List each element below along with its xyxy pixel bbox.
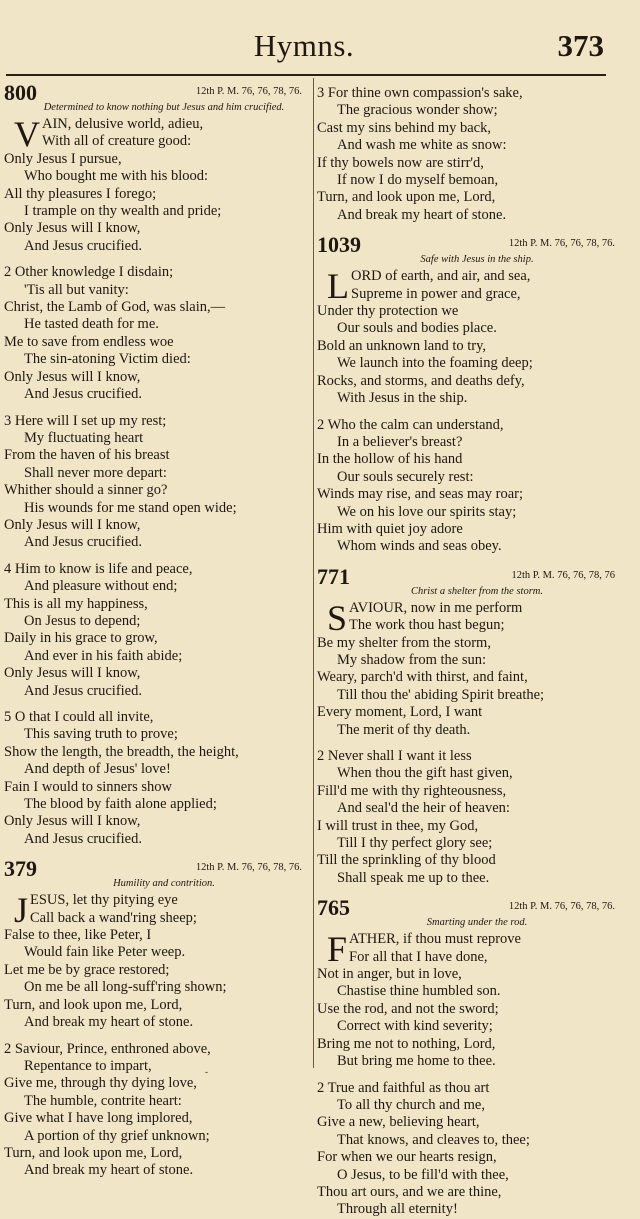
verse-line: If thy bowels now are stirr'd, <box>317 154 484 171</box>
hymn-meter: 12th P. M. 76, 76, 78, 76. <box>508 238 615 250</box>
hymn-number: 379 <box>4 856 37 882</box>
verse-line: And depth of Jesus' love! <box>24 761 171 778</box>
hymn-meter: 12th P. M. 76, 76, 78, 76. <box>195 862 302 874</box>
verse-line: If now I do myself bemoan, <box>337 172 499 189</box>
hymn-number: 1039 <box>317 232 361 258</box>
stanza <box>4 1041 304 1180</box>
verse-line: And Jesus crucified. <box>24 682 142 699</box>
verse-line: A portion of thy grief unknown; <box>24 1127 210 1144</box>
verse-line: Fill'd me with thy righteousness, <box>317 782 507 799</box>
verse-line: We on his love our spirits stay; <box>337 503 517 520</box>
verse-line: Call back a wand'ring sheep; <box>30 909 197 926</box>
verse-line: He tasted death for me. <box>24 316 159 333</box>
verse-line: Till I thy perfect glory see; <box>337 835 493 852</box>
verse-line: Only Jesus will I know, <box>4 516 141 533</box>
verse-line: Bold an unknown land to try, <box>317 337 487 354</box>
verse-line: Our souls securely rest: <box>337 468 474 485</box>
verse-line: And Jesus crucified. <box>24 237 142 254</box>
hymn <box>317 897 617 1219</box>
verse-line: ESUS, let thy pitying eye <box>30 892 178 909</box>
verse-line: AIN, delusive world, adieu, <box>42 116 204 132</box>
verse-line: Only Jesus will I know, <box>4 665 141 682</box>
hymn-heading <box>4 80 304 105</box>
verse-line: 2 True and faithful as thou art <box>317 1079 490 1096</box>
verse-line: All thy pleasures I forego; <box>4 185 157 202</box>
verse-line: I will trust in thee, my God, <box>317 817 479 834</box>
verse-line: ATHER, if thou must reprove <box>349 931 521 948</box>
stanza <box>317 268 617 407</box>
verse-line: Be my shelter from the storm, <box>317 634 491 651</box>
verse-line: Thou art ours, and we are thine, <box>317 1183 502 1200</box>
verse-line: Whither should a sinner go? <box>4 482 168 499</box>
drop-capital: S <box>327 597 348 638</box>
stanza <box>4 264 304 403</box>
verse-line: The sin-atoning Victim died: <box>24 351 191 368</box>
verse-line: Me to save from endless woe <box>4 333 174 350</box>
verse-line: For when we our hearts resign, <box>317 1149 497 1166</box>
stanza <box>317 931 617 1070</box>
hymn-gap <box>4 848 304 858</box>
stanza <box>317 85 617 224</box>
verse-line: Correct with kind severity; <box>337 1018 493 1035</box>
verse-line: And seal'd the heir of heaven: <box>337 800 510 817</box>
verse-line: The work thou hast begun; <box>349 617 505 634</box>
drop-capital: L <box>327 266 349 307</box>
verse-line: Till the sprinkling of thy blood <box>317 852 496 869</box>
hymn <box>317 234 617 556</box>
verse-line: The humble, contrite heart: <box>24 1092 182 1109</box>
verse-line: Let me be by grace restored; <box>4 961 170 978</box>
verse-line: This is all my happiness, <box>4 595 148 612</box>
verse-line: Through all eternity! <box>337 1201 458 1218</box>
verse-line: To all thy church and me, <box>337 1096 485 1113</box>
verse-line: That knows, and cleaves to, thee; <box>337 1131 530 1148</box>
verse-line: And ever in his faith abide; <box>24 647 183 664</box>
verse-line: Every moment, Lord, I want <box>317 704 483 721</box>
stanza <box>4 892 304 1031</box>
verse-line: When thou the gift hast given, <box>337 765 513 782</box>
hymn-subtitle: Christ a shelter from the storm. <box>410 585 544 597</box>
verse-line: On Jesus to depend; <box>24 612 141 629</box>
hymn-heading <box>317 232 617 258</box>
verse-line: With Jesus in the ship. <box>337 390 468 407</box>
drop-capital: F <box>327 929 348 970</box>
verse-line: Not in anger, but in love, <box>317 966 462 983</box>
verse-line: And break my heart of stone. <box>24 1162 194 1179</box>
verse-line: Under thy protection we <box>317 303 459 320</box>
verse-line: Chastise thine humbled son. <box>337 983 501 1000</box>
hymn-heading <box>4 856 304 882</box>
verse-line: Who bought me with his blood: <box>24 168 209 185</box>
verse-line: In a believer's breast? <box>337 433 463 450</box>
verse-line: 2 Saviour, Prince, enthroned above, <box>4 1040 211 1057</box>
page-header <box>0 28 640 68</box>
verse-line: Whom winds and seas obey. <box>337 538 502 555</box>
verse-line: In the hollow of his hand <box>317 451 463 468</box>
hymn-subtitle: Smarting under the rod. <box>426 917 528 929</box>
verse-line: On me be all long-suff'ring shown; <box>24 979 227 996</box>
hymn-heading <box>317 563 617 589</box>
hymn-subtitle: Humility and contrition. <box>113 878 215 890</box>
verse-line: 5 O that I could all invite, <box>4 709 154 725</box>
verse-line: Show the length, the breadth, the height, <box>4 743 239 760</box>
hymn <box>317 85 617 224</box>
verse-line: Repentance to impart, <box>24 1057 152 1074</box>
hymn-gap <box>317 556 617 566</box>
verse-line: Turn, and look upon me, Lord, <box>4 996 183 1013</box>
page-title: Hymns. <box>253 28 355 63</box>
verse-line: Till thou the' abiding Spirit breathe; <box>337 686 545 703</box>
verse-line: For all that I have done, <box>349 948 488 965</box>
verse-line: False to thee, like Peter, I <box>4 927 152 944</box>
verse-line: Turn, and look upon me, Lord, <box>317 189 496 206</box>
verse-line: 3 Here will I set up my rest; <box>4 412 167 429</box>
verse-line: But bring me home to thee. <box>337 1053 496 1070</box>
hymn-subtitle: Safe with Jesus in the ship. <box>420 254 534 266</box>
hymn-gap <box>317 224 617 234</box>
verse-line: 2 Never shall I want it less <box>317 748 472 764</box>
verse-line: Only Jesus will I know, <box>4 368 141 385</box>
column-divider <box>313 78 314 1068</box>
verse-line: With all of creature good: <box>42 133 192 150</box>
verse-line: Give what I have long implored, <box>4 1110 193 1127</box>
verse-line: And break my heart of stone. <box>24 1014 194 1031</box>
verse-line: And break my heart of stone. <box>337 206 507 223</box>
verse-line: Shall never more depart: <box>24 464 167 481</box>
verse-line: Would fain like Peter weep. <box>24 944 186 961</box>
verse-line: My shadow from the sun: <box>337 651 487 668</box>
verse-line: Only Jesus will I know, <box>4 813 141 830</box>
verse-line: Shall speak me up to thee. <box>337 869 490 886</box>
verse-line: Give me, through thy dying love, <box>4 1075 197 1092</box>
verse-line: Supreme in power and grace, <box>351 285 521 302</box>
verse-line: Use the rod, and not the sword; <box>317 1000 499 1017</box>
page-number: 373 <box>557 28 604 63</box>
footer-mark: - <box>205 1068 209 1078</box>
verse-line: And wash me white as snow: <box>337 137 507 154</box>
verse-line: Fain I would to sinners show <box>4 778 172 795</box>
verse-line: The merit of thy death. <box>337 721 471 738</box>
verse-line: And Jesus crucified. <box>24 386 142 403</box>
drop-capital: V <box>14 114 40 154</box>
verse-line: From the haven of his breast <box>4 447 170 464</box>
hymn-number: 771 <box>317 563 350 589</box>
verse-line: 'Tis all but vanity: <box>24 281 129 298</box>
hymn-subtitle: Determined to know nothing but Jesus and him crucified. <box>43 102 285 113</box>
verse-line: 4 Him to know is life and peace, <box>4 560 193 577</box>
hymn-number: 800 <box>4 80 37 105</box>
verse-line: And pleasure without end; <box>24 578 178 595</box>
verse-line: The blood by faith alone applied; <box>24 796 217 813</box>
verse-line: His wounds for me stand open wide; <box>24 499 237 516</box>
stanza <box>317 417 617 556</box>
verse-line: Our souls and bodies place. <box>337 320 497 337</box>
right-column <box>317 82 617 1219</box>
left-column <box>4 82 304 1180</box>
verse-line: We launch into the foaming deep; <box>337 355 533 372</box>
verse-line: Give a new, believing heart, <box>317 1114 480 1131</box>
verse-line: AVIOUR, now in me perform <box>349 599 523 616</box>
verse-line: This saving truth to prove; <box>24 726 178 743</box>
verse-line: Him with quiet joy adore <box>317 520 463 537</box>
verse-line: ORD of earth, and air, and sea, <box>351 268 531 285</box>
verse-line: O Jesus, to be fill'd with thee, <box>337 1166 509 1183</box>
hymn-meter: 12th P. M. 76, 76, 78, 76. <box>508 901 615 913</box>
verse-line: And Jesus crucified. <box>24 534 142 551</box>
stanza <box>4 561 304 700</box>
stanza <box>4 709 304 848</box>
verse-line: The gracious wonder show; <box>337 102 498 119</box>
verse-line: And Jesus crucified. <box>24 830 142 847</box>
verse-line: 3 For thine own compassion's sake, <box>317 85 523 101</box>
stanza <box>4 413 304 552</box>
verse-line: Winds may rise, and seas may roar; <box>317 486 523 503</box>
hymn-meter: 12th P. M. 76, 76, 78, 76. <box>195 86 302 97</box>
verse-line: Christ, the Lamb of God, was slain,— <box>4 299 226 316</box>
verse-line: 2 Who the calm can understand, <box>317 416 504 433</box>
verse-line: My fluctuating heart <box>24 429 144 446</box>
hymn-number: 765 <box>317 895 350 921</box>
verse-line: I trample on thy wealth and pride; <box>24 203 222 220</box>
stanza <box>317 597 617 739</box>
verse-line: Cast my sins behind my back, <box>317 119 491 136</box>
hymn <box>4 858 304 1180</box>
verse-line: Weary, parch'd with thirst, and faint, <box>317 669 528 686</box>
stanza <box>4 116 304 255</box>
hymn <box>4 82 304 848</box>
drop-capital: J <box>14 890 29 931</box>
hymn-gap <box>317 887 617 897</box>
hymn-heading <box>317 895 617 921</box>
verse-line: Rocks, and storms, and deaths defy, <box>317 372 525 389</box>
hymn-meter: 12th P. M. 76, 76, 78, 76 <box>511 569 615 581</box>
hymn <box>317 563 617 888</box>
verse-line: Daily in his grace to grow, <box>4 630 158 647</box>
verse-line: Only Jesus I pursue, <box>4 150 122 167</box>
verse-line: 2 Other knowledge I disdain; <box>4 264 174 281</box>
stanza <box>317 748 617 887</box>
header-rule <box>6 74 606 76</box>
stanza <box>317 1080 617 1219</box>
verse-line: Only Jesus will I know, <box>4 220 141 237</box>
verse-line: Turn, and look upon me, Lord, <box>4 1144 183 1161</box>
verse-line: Bring me not to nothing, Lord, <box>317 1035 496 1052</box>
